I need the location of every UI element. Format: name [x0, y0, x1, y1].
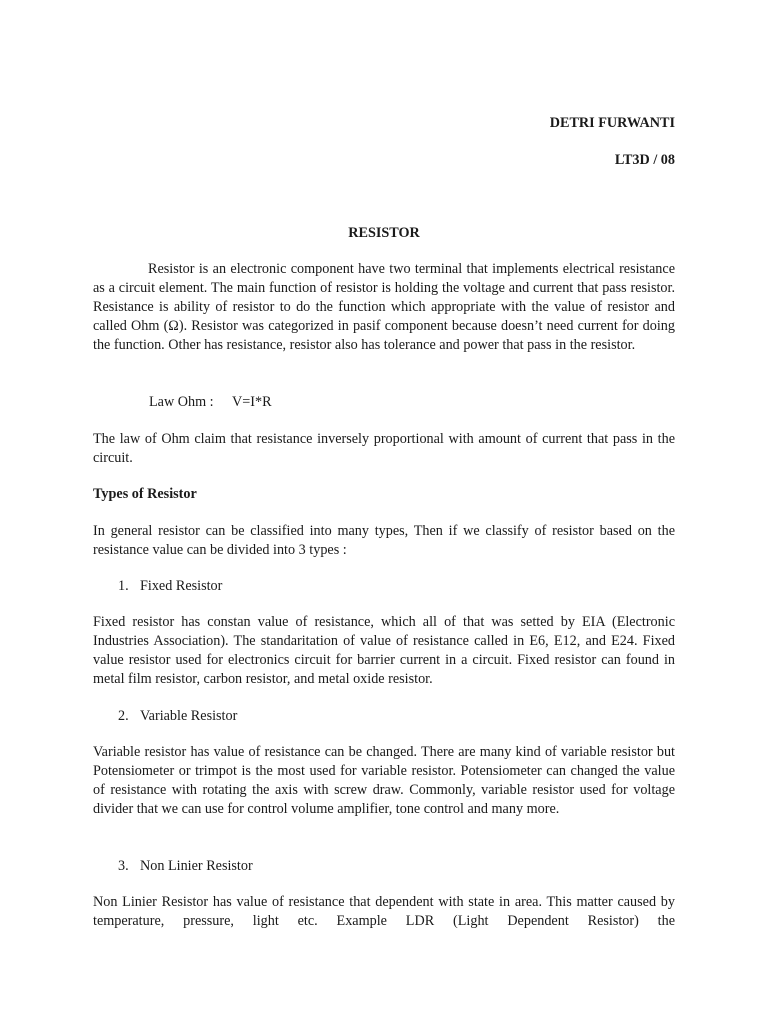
law-ohm-formula: V=I*R [232, 394, 272, 410]
list-label: Fixed Resistor [140, 578, 223, 594]
list-item-non-linier-resistor [118, 857, 253, 876]
list-item-variable-resistor [118, 707, 237, 726]
list-number: 3. [118, 858, 129, 874]
class-code: LT3D / 08 [614, 152, 675, 168]
types-intro-paragraph: In general resistor can be classified into many types, Then if we classify of resistor based on the resistance value can be divided into 3 types : [93, 523, 675, 558]
law-ohm-label: Law Ohm : [149, 394, 214, 410]
document-page [93, 0, 675, 1024]
fixed-resistor-paragraph: Fixed resistor has constan value of resistance, which all of that was setted by EIA (Electronic Industries Association). The standaritation of value of resistance called in E6, E12, and E24. Fixed value resistor used for electronics circuit for barrier current in a circuit. Fixed resistor can found in metal film resistor, carbon resistor, and metal oxide resistor. [93, 614, 675, 687]
list-label: Non Linier Resistor [140, 858, 253, 874]
types-heading: Types of Resistor [93, 486, 197, 502]
list-label: Variable Resistor [140, 708, 238, 724]
variable-resistor-paragraph: Variable resistor has value of resistance can be changed. There are many kind of variable resistor but Potensiometer or trimpot is the most used for variable resistor. Potensiometer can changed the value of resistance with rotating the axis with screw draw. Commonly, variable resistor used for voltage divider that we can use for control volume amplifier, tone control and many more. [93, 744, 675, 817]
non-linier-resistor-paragraph: Non Linier Resistor has value of resistance that dependent with state in area. This matter caused by temperature, pressure, light etc. Example LDR (Light Dependent Resistor) the [93, 894, 675, 929]
author-name: DETRI FURWANTI [549, 115, 675, 131]
list-number: 2. [118, 708, 129, 724]
law-paragraph: The law of Ohm claim that resistance inversely proportional with amount of current that pass in the circuit. [93, 431, 675, 466]
document-title: RESISTOR [348, 225, 420, 241]
list-item-fixed-resistor [118, 577, 222, 596]
intro-paragraph: Resistor is an electronic component have two terminal that implements electrical resistance as a circuit element. The main function of resistor is holding the voltage and current that pass resistor. Resistance is ability of resistor to do the function which appropriate with the value of resistor and called Ohm (Ω). Resistor was categorized in pasif component because doesn’t need current for doing the function. Other has resistance, resistor also has tolerance and power that pass in the resistor. [93, 261, 675, 353]
list-number: 1. [118, 578, 129, 594]
